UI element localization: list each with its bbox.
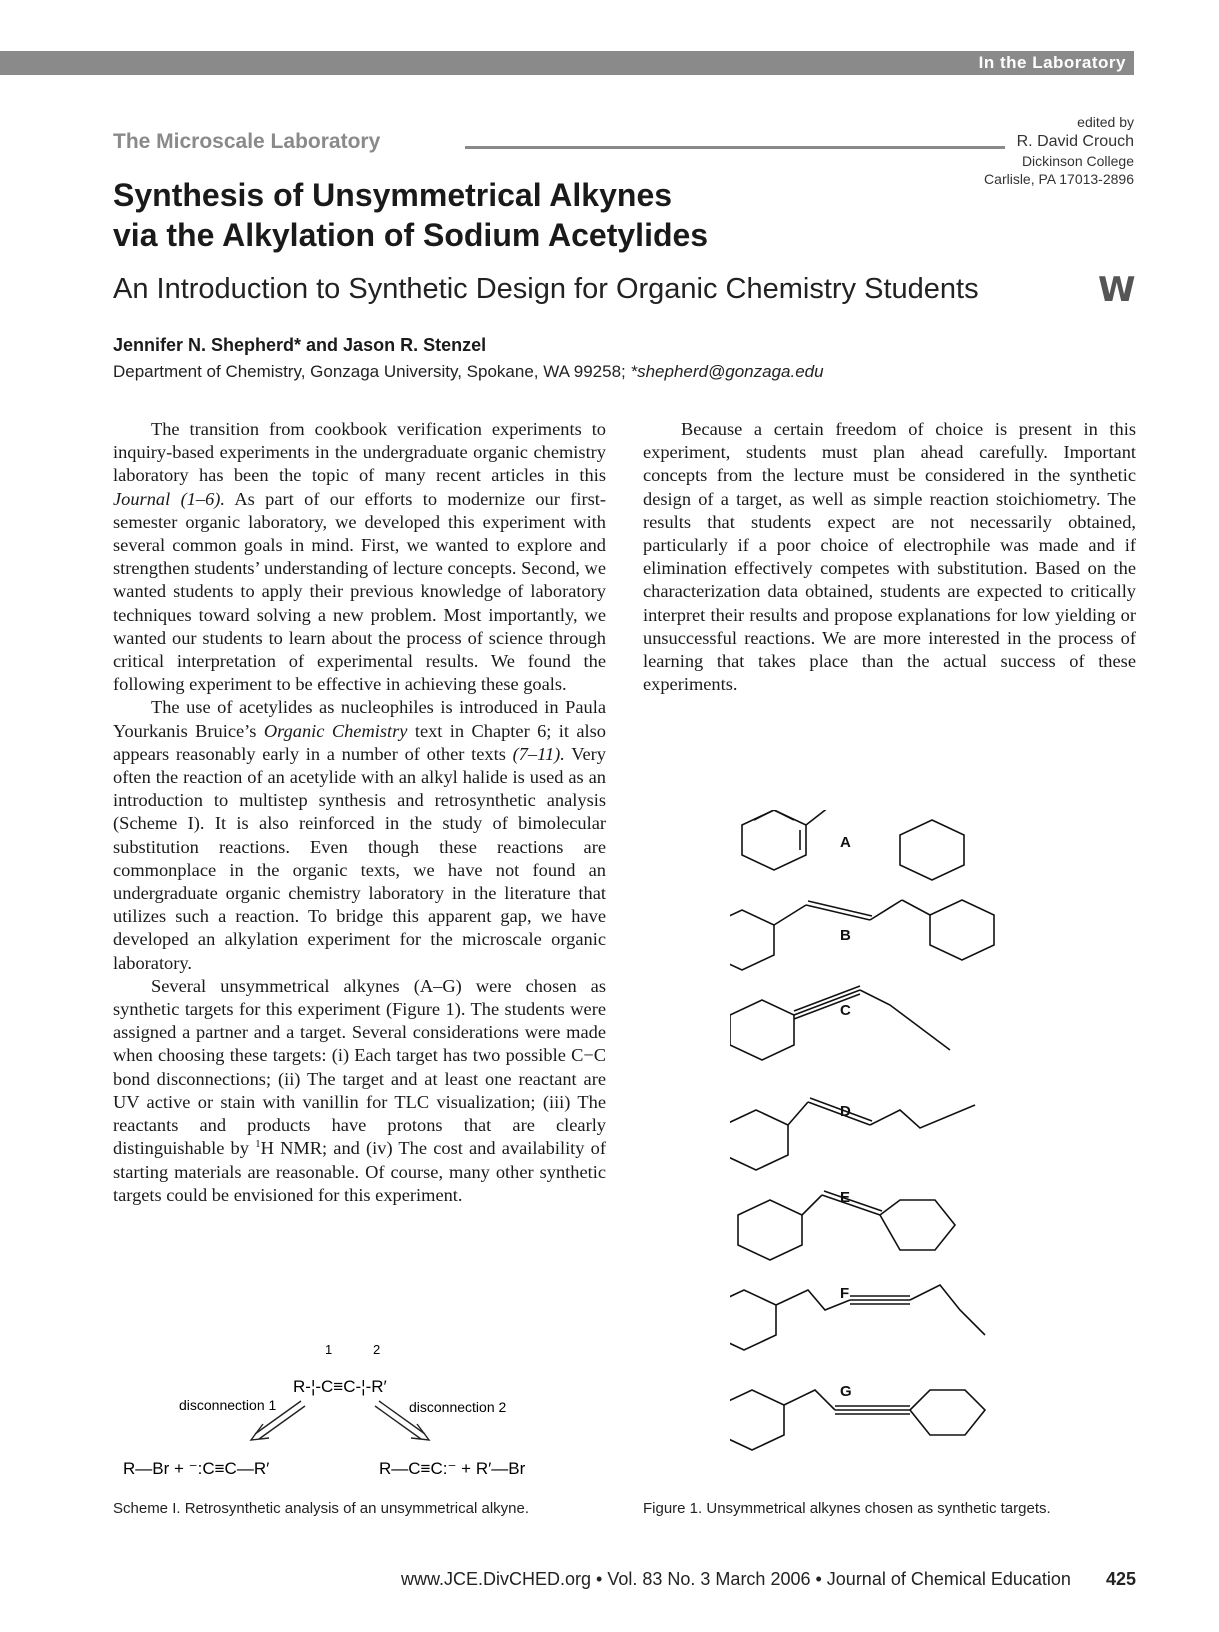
- paragraph-3-text-b: H NMR; and (iv) The cost and availability of starting materials are reasonable. Of course, many other synthetic targets could be envisioned for this experiment.: [113, 1138, 606, 1205]
- section-label: The Microscale Laboratory: [113, 130, 381, 153]
- alkyne-formula: R-¦-C≡C-¦-R′: [293, 1377, 387, 1396]
- paragraph-1-text-a: The transition from cookbook verification experiments to inquiry-based experiments in the undergraduate organic chemistry laboratory has been the topic of many recent articles in this: [113, 419, 606, 486]
- paragraph-1-text-b: As part of our efforts to modernize our first-semester organic laboratory, we developed this experiment with several common goals in mind. First, we wanted to explore and strengthen students’ understanding of lecture concepts. Second, we wanted students to apply their previous knowledge of laboratory techniques toward solving a new problem. Most importantly, we wanted our students to learn about the process of science through critical interpretation of experimental results. We found the following experiment to be effective in achieving these goals.: [113, 488, 606, 695]
- footer-citation: www.JCE.DivCHED.org • Vol. 83 No. 3 March 2006 • Journal of Chemical Education: [401, 1569, 1071, 1589]
- journal-citation: Journal (1–6).: [113, 488, 226, 509]
- title-line-1: Synthesis of Unsymmetrical Alkynes: [113, 177, 673, 213]
- disconnection-1-label: disconnection 1: [179, 1397, 277, 1413]
- structure-g: [730, 1390, 985, 1450]
- editor-address: Carlisle, PA 17013-2896: [984, 171, 1134, 187]
- paragraph-3: [113, 975, 606, 1207]
- section-rule: [465, 146, 1005, 149]
- article-subtitle: An Introduction to Synthetic Design for Organic Chemistry Students: [113, 273, 979, 305]
- label-b: B: [840, 927, 851, 944]
- paragraph-3-text-a: Several unsymmetrical alkynes (A–G) were chosen as synthetic targets for this experiment (Figure 1). The students were assigned a partner and a target. Several considerations were made when choosing these targets: (i) Each target has two possible C−C bond disconnections; (ii) The target and at least one reactant are UV active or stain with vanillin for TLC visualization; (iii) The reactants and products have protons that are clearly distinguishable by: [113, 975, 606, 1159]
- products-disconnection-2: R—C≡C:⁻ + R′—Br: [379, 1459, 526, 1478]
- page-footer: [401, 1569, 1136, 1590]
- structure-a: [742, 810, 964, 880]
- affiliation-text: Department of Chemistry, Gonzaga University, Spokane, WA 99258;: [113, 362, 631, 381]
- structure-d: [730, 1098, 975, 1170]
- section-banner: [0, 51, 1134, 75]
- banner-label: In the Laboratory: [978, 53, 1126, 72]
- label-d: D: [840, 1103, 851, 1120]
- web-material-icon: W: [1098, 270, 1136, 310]
- paragraph-2-text-b: text in Chapter 6; it also appears reasonably early in a number of other texts: [113, 720, 607, 764]
- nmr-superscript: 1: [255, 1138, 261, 1151]
- products-disconnection-1: R—Br + ⁻:C≡C—R′: [123, 1459, 270, 1478]
- figure-alkyne-structures: [730, 810, 1050, 1490]
- scheme-caption: Scheme I. Retrosynthetic analysis of an unsymmetrical alkyne.: [113, 1500, 530, 1517]
- scheme-retrosynthesis: [113, 1338, 608, 1488]
- author-email: *shepherd@gonzaga.edu: [630, 362, 824, 381]
- body-column-right: [643, 418, 1136, 696]
- label-e: E: [840, 1189, 851, 1206]
- label-g: G: [840, 1383, 852, 1400]
- paragraph-2: [113, 696, 606, 974]
- label-c: C: [840, 1002, 851, 1019]
- figure-caption: Figure 1. Unsymmetrical alkynes chosen as synthetic targets.: [643, 1500, 1051, 1517]
- disconnection-number-1: 1: [325, 1342, 333, 1357]
- book-title: Organic Chemistry: [263, 720, 408, 741]
- structure-f: [730, 1285, 985, 1350]
- label-a: A: [840, 834, 851, 851]
- figure-labels: [840, 834, 852, 1400]
- body-column-left: [113, 418, 606, 1207]
- page-number: 425: [1105, 1569, 1136, 1589]
- editor-label: edited by: [1077, 114, 1134, 130]
- article-title: [113, 175, 913, 255]
- reference-citation: (7–11).: [512, 743, 565, 764]
- structure-c: [730, 986, 950, 1060]
- editor-affiliation: Dickinson College: [1021, 153, 1134, 169]
- paragraph-4: Because a certain freedom of choice is present in this experiment, students must plan ahead carefully. Important concepts from the lecture must be considered in the synthetic design of a target, as well as simple reaction stoichiometry. The results that students expect are not necessarily obtained, particularly if a poor choice of electrophile was made and if elimination effectively competes with substitution. Based on the characterization data obtained, students are expected to critically interpret their results and propose explanations for low yielding or unsuccessful reactions. We are more interested in the process of learning that takes place than the actual success of these experiments.: [643, 419, 1136, 695]
- label-f: F: [840, 1285, 850, 1302]
- disconnection-2-label: disconnection 2: [409, 1399, 507, 1415]
- paragraph-2-text-a: The use of acetylides as nucleophiles is introduced in Paula Yourkanis Bruice’s: [113, 697, 606, 741]
- title-line-2: via the Alkylation of Sodium Acetylides: [113, 217, 709, 253]
- paragraph-2-text-c: Very often the reaction of an acetylide with an alkyl halide is used as an introduction to multistep synthesis and retrosynthetic analysis (Scheme I). It is also reinforced in the study of bimolecular substitution reactions. Even though these reactions are commonplace in the organic texts, we have not found an undergraduate organic chemistry laboratory in the literature that utilizes such a reaction. To bridge this apparent gap, we have developed an alkylation experiment for the microscale organic laboratory.: [113, 743, 606, 973]
- editor-name: R. David Crouch: [1016, 133, 1134, 150]
- structure-b: [730, 900, 994, 970]
- paragraph-1: [113, 418, 606, 696]
- affiliation: [113, 362, 824, 382]
- editor-block: [984, 113, 1134, 188]
- disconnection-number-2: 2: [373, 1342, 381, 1357]
- authors: Jennifer N. Shepherd* and Jason R. Stenzel: [113, 335, 487, 355]
